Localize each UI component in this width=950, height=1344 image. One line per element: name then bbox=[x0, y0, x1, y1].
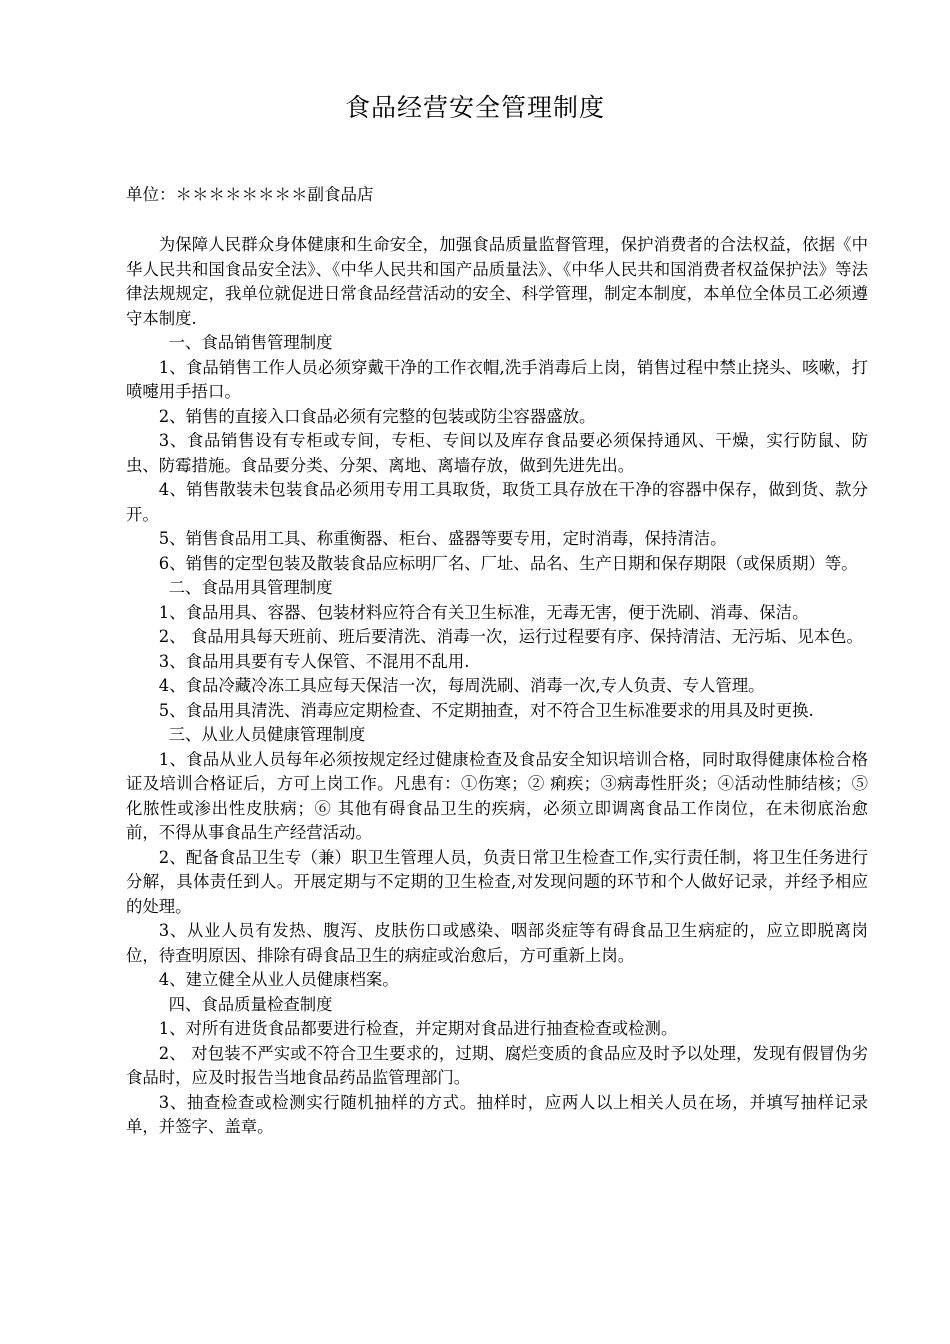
paragraph: 1、食品销售工作人员必须穿戴干净的工作衣帽,洗手消毒后上岗，销售过程中禁止挠头、咳嗽，打喷嚏用手捂口。 bbox=[126, 357, 868, 401]
paragraph: 4、建立健全从业人员健康档案。 bbox=[158, 970, 399, 989]
paragraph: 2、 食品用具每天班前、班后要清洗、消毒一次，运行过程要有序、保持清洁、无污垢、见本色。 bbox=[158, 627, 863, 646]
paragraph: 4、销售散装未包装食品必须用专用工具取货，取货工具存放在干净的容器中保存，做到货、款分开。 bbox=[126, 480, 868, 524]
section-heading: 四、食品质量检查制度 bbox=[168, 994, 333, 1014]
paragraph: 为保障人民群众身体健康和生命安全，加强食品质量监督管理，保护消费者的合法权益，依据《中华人民共和国食品安全法》、《中华人民共和国产品质量法》、《中华人民共和国消费者权益保护法》等法律法规规定，我单位就促进日常食品经营活动的安全、科学管理，制定本制度，本单位全体员工必须遵守本制度. bbox=[126, 235, 868, 328]
paragraph: 3、食品销售设有专柜或专间，专柜、专间以及库存食品要必须保持通风、干燥，实行防鼠、防虫、防霉措施。食品要分类、分架、离地、离墙存放，做到先进先出。 bbox=[126, 431, 868, 475]
section-heading: 一、食品销售管理制度 bbox=[168, 333, 333, 352]
document-title: 食品经营安全管理制度 bbox=[344, 93, 605, 122]
paragraph: 2、 对包装不严实或不符合卫生要求的，过期、腐烂变质的食品应及时予以处理，发现有假冒伪劣食品时，应及时报告当地食品药品监管理部门。 bbox=[126, 1043, 868, 1087]
paragraph: 3、食品用具要有专人保管、不混用不乱用. bbox=[158, 651, 470, 671]
section-heading: 二、食品用具管理制度 bbox=[168, 578, 333, 597]
paragraph: 1、食品从业人员每年必须按规定经过健康检查及食品安全知识培训合格，同时取得健康体检合格证及培训合格证后，方可上岗工作。凡患有：①伤寒；② 痢疾；③病毒性肝炎；④活动性肺结核；⑤化脓性或渗出性皮肤病；⑥ 其他有碍食品卫生的疾病，必须立即调离食品工作岗位，在未彻底治愈前，不得从事食品生产经营活动。 bbox=[126, 749, 868, 842]
paragraph: 2、销售的直接入口食品必须有完整的包装或防尘容器盛放。 bbox=[158, 406, 596, 426]
paragraph: 5、销售食品用工具、称重衡器、柜台、盛器等要专用，定时消毒，保持清洁。 bbox=[158, 529, 727, 548]
paragraph: 3、抽查检查或检测实行随机抽样的方式。抽样时，应两人以上相关人员在场，并填写抽样记录单，并签字、盖章。 bbox=[126, 1092, 868, 1136]
paragraph: 3、从业人员有发热、腹泻、皮肤伤口或感染、咽部炎症等有碍食品卫生病症的，应立即脱离岗位，待查明原因、排除有碍食品卫生的病症或治愈后，方可重新上岗。 bbox=[126, 921, 868, 965]
paragraph: 2、配备食品卫生专（兼）职卫生管理人员，负责日常卫生检查工作,实行责任制，将卫生任务进行分解，具体责任到人。开展定期与不定期的卫生检查,对发现问题的环节和个人做好记录，并经予相应的处理。 bbox=[126, 847, 868, 916]
paragraph: 6、销售的定型包装及散装食品应标明厂名、厂址、品名、生产日期和保存期限（或保质期）等。 bbox=[158, 553, 858, 573]
section-heading: 三、从业人员健康管理制度 bbox=[168, 725, 366, 744]
paragraph: 4、食品冷藏冷冻工具应每天保洁一次，每周洗刷、消毒一次,专人负责、专人管理。 bbox=[158, 676, 765, 695]
paragraph: 1、对所有进货食品都要进行检查，并定期对食品进行抽查检查或检测。 bbox=[158, 1019, 678, 1038]
paragraph: 1、食品用具、容器、包装材料应符合有关卫生标准，无毒无害，便于洗刷、消毒、保洁。 bbox=[158, 602, 809, 622]
unit-line: 单位：＊＊＊＊＊＊＊＊副食品店 bbox=[126, 185, 374, 204]
paragraph: 5、食品用具清洗、消毒应定期检查、不定期抽查，对不符合卫生标准要求的用具及时更换. bbox=[158, 700, 814, 720]
document-body bbox=[126, 233, 868, 1140]
